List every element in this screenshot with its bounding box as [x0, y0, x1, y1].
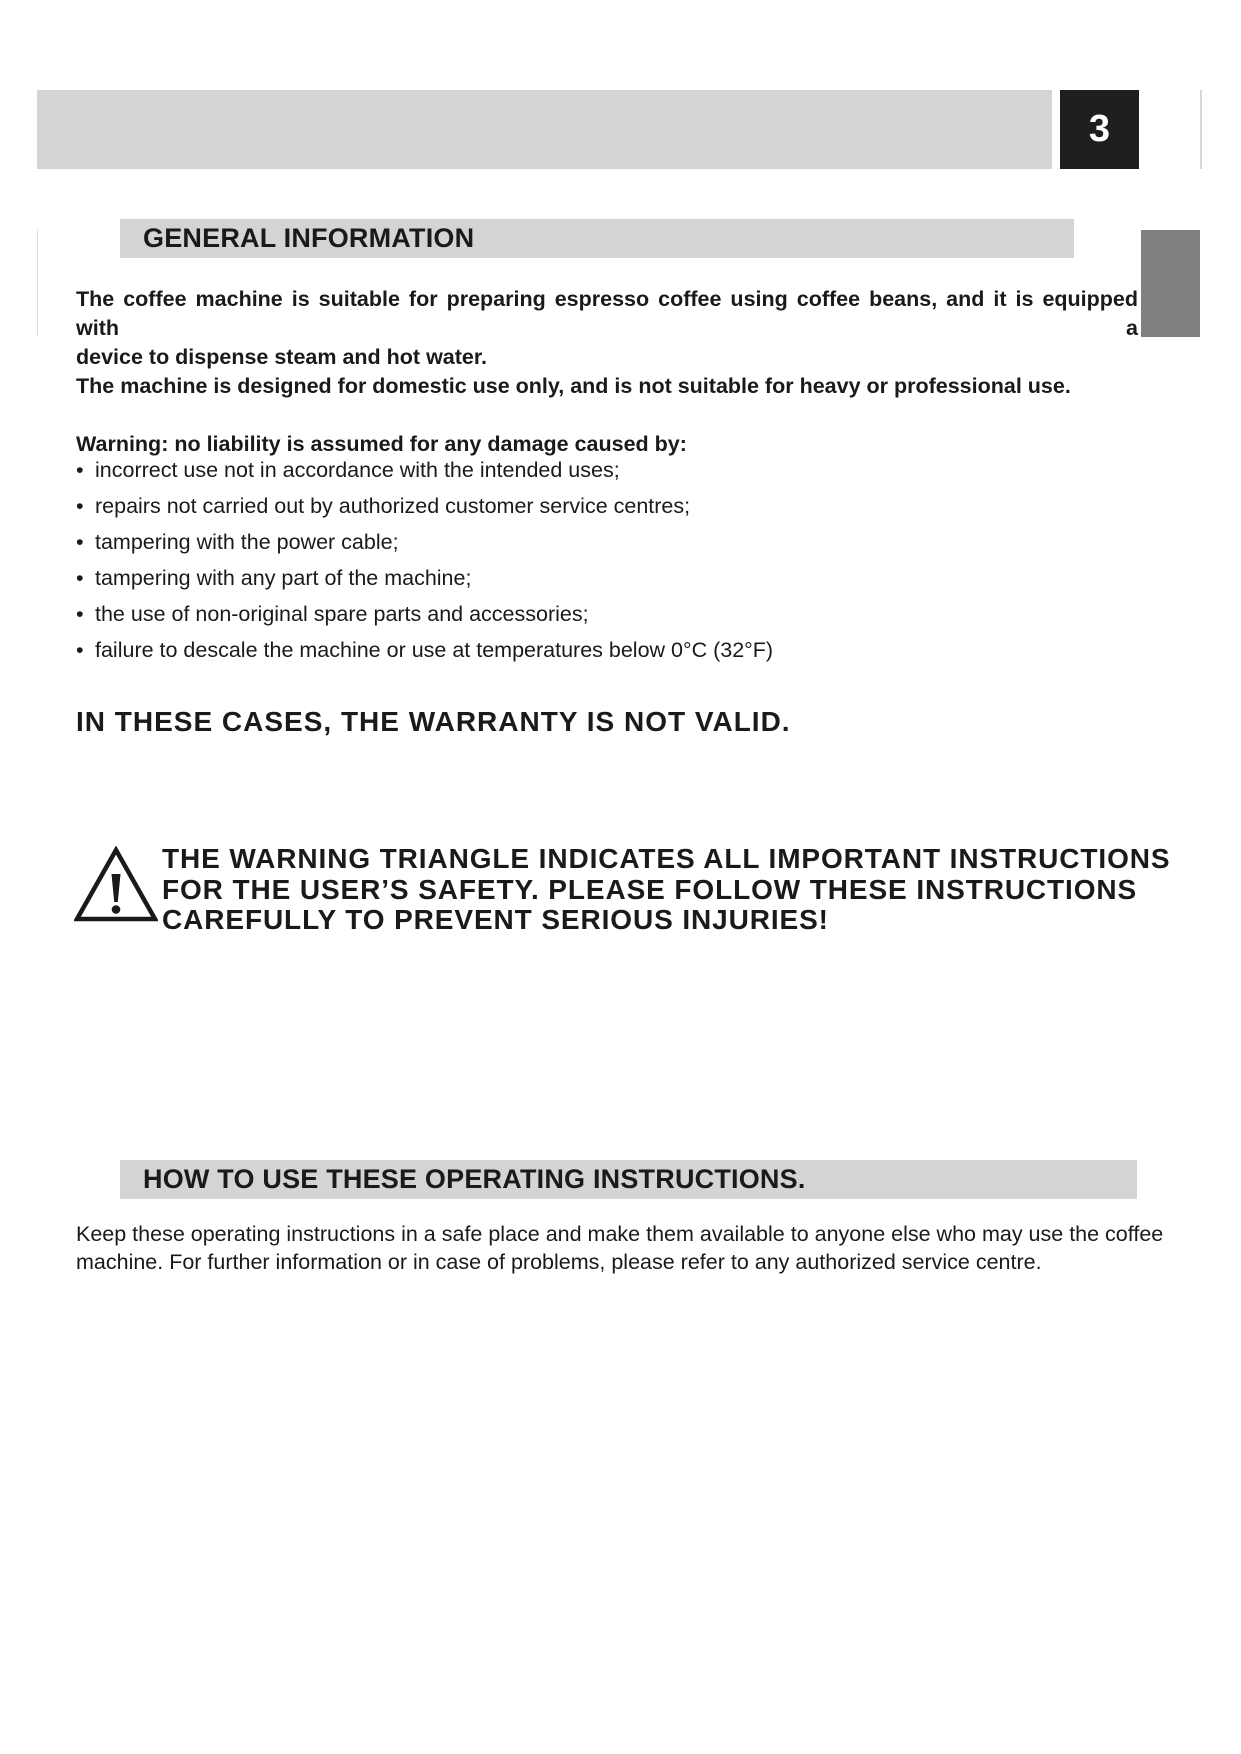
page-number: 3 — [1060, 90, 1139, 169]
bullet-icon: • — [76, 530, 84, 554]
safety-notice — [162, 844, 1170, 936]
list-item-text: repairs not carried out by authorized customer service centres; — [95, 494, 691, 518]
howto-text — [76, 1220, 1164, 1276]
side-tab — [1141, 230, 1200, 337]
bullet-icon: • — [76, 638, 84, 662]
intro-line-2: device to dispense steam and hot water. — [76, 345, 488, 369]
header-bar — [37, 90, 1052, 169]
list-item-text: the use of non-original spare parts and accessories; — [95, 602, 589, 626]
list-item — [76, 456, 773, 492]
header-edge-line — [1200, 90, 1202, 169]
liability-list — [76, 456, 773, 672]
bullet-icon: • — [76, 458, 84, 482]
list-item-text: tampering with any part of the machine; — [95, 566, 472, 590]
warning-heading: Warning: no liability is assumed for any damage caused by: — [76, 432, 687, 456]
howto-line-1: Keep these operating instructions in a safe place and make them available to anyone else who may use the coffee — [76, 1222, 1164, 1246]
intro-text — [76, 285, 1138, 401]
how-to-use-header — [120, 1160, 1137, 1199]
section-title-general: GENERAL INFORMATION — [143, 223, 475, 253]
bullet-icon: • — [76, 602, 84, 626]
warranty-notice: IN THESE CASES, THE WARRANTY IS NOT VALID. — [76, 706, 791, 737]
list-item — [76, 564, 773, 600]
list-item — [76, 636, 773, 672]
general-information-header — [120, 219, 1074, 258]
list-item-text: incorrect use not in accordance with the intended uses; — [95, 458, 620, 482]
safety-line-2: FOR THE USER’S SAFETY. PLEASE FOLLOW THESE INSTRUCTIONS — [162, 873, 1138, 905]
safety-line-3: CAREFULLY TO PREVENT SERIOUS INJURIES! — [162, 904, 829, 935]
safety-line-1: THE WARNING TRIANGLE INDICATES ALL IMPORTANT INSTRUCTIONS — [162, 843, 1171, 874]
list-item — [76, 492, 773, 528]
list-item-text: tampering with the power cable; — [95, 530, 399, 554]
left-edge-line — [37, 230, 38, 337]
list-item — [76, 528, 773, 564]
bullet-icon: • — [76, 566, 84, 590]
howto-line-2: machine. For further information or in case of problems, please refer to any authorized service centre. — [76, 1250, 1042, 1274]
warning-triangle-icon — [74, 846, 158, 924]
bullet-icon: • — [76, 494, 84, 518]
intro-line-1: The coffee machine is suitable for preparing espresso coffee using coffee beans, and it is equipped with a — [76, 287, 1138, 340]
intro-line-3: The machine is designed for domestic use only, and is not suitable for heavy or professional use. — [76, 374, 1071, 398]
list-item — [76, 600, 773, 636]
list-item-text: failure to descale the machine or use at temperatures below 0°C (32°F) — [95, 638, 774, 662]
section-title-howto: HOW TO USE THESE OPERATING INSTRUCTIONS. — [143, 1164, 806, 1194]
